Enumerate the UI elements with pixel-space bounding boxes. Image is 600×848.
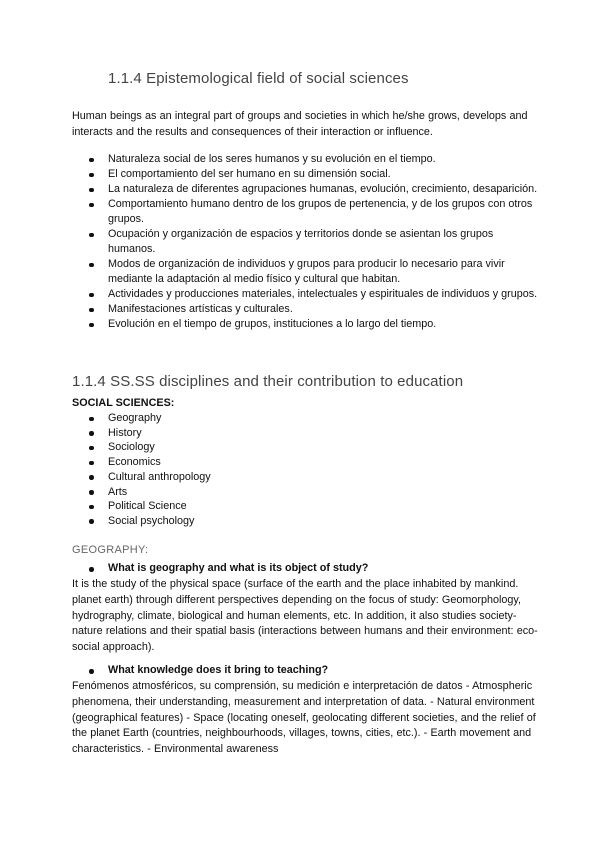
- bullet-icon: [89, 669, 94, 674]
- list-item: Comportamiento humano dentro de los grupos de pertenencia, y de los grupos con otros grupos.: [72, 197, 542, 227]
- list-item: El comportamiento del ser humano en su dimensión social.: [72, 167, 542, 182]
- list-item: Cultural anthropology: [72, 470, 372, 485]
- heading-epistemological-field: 1.1.4 Epistemological field of social sciences: [108, 70, 409, 87]
- list-item: Actividades y producciones materiales, intelectuales y espirituales de individuos y grupos.: [72, 287, 542, 302]
- list-item: Manifestaciones artísticas y culturales.: [72, 302, 542, 317]
- social-sciences-list: [72, 411, 372, 529]
- list-item: Modos de organización de individuos y grupos para producir lo necesario para vivir mediante la adaptación al medio físico y cultural que habitan.: [72, 257, 542, 287]
- social-sciences-title: SOCIAL SCIENCES:: [72, 397, 175, 409]
- bullet-icon: [89, 567, 94, 572]
- question-geography-object: [72, 562, 542, 574]
- list-item: Social psychology: [72, 514, 372, 529]
- list-item: Political Science: [72, 499, 372, 514]
- list-item: Sociology: [72, 440, 372, 455]
- question-text: What knowledge does it bring to teaching?: [108, 664, 329, 676]
- list-item: Ocupación y organización de espacios y territorios donde se asientan los grupos humanos.: [72, 227, 542, 257]
- list-item: History: [72, 426, 372, 441]
- list-item: Naturaleza social de los seres humanos y su evolución en el tiempo.: [72, 152, 542, 167]
- list-item: Economics: [72, 455, 372, 470]
- answer-teaching-knowledge: Fenómenos atmosféricos, su comprensión, su medición e interpretación de datos - Atmospheric phenomena, their understanding, measurement and interpretation of data. - Natural environment (geographical features) - Space (locating oneself, geolocating different societies, and the relief of the planet Earth (countries, neighbourhoods, villages, towns, cities, etc.). - Earth movement and characteristics. - Environmental awareness: [72, 680, 536, 756]
- epistemological-list: [72, 152, 542, 332]
- list-item: Evolución en el tiempo de grupos, instituciones a lo largo del tiempo.: [72, 317, 542, 332]
- geography-title: GEOGRAPHY:: [72, 544, 149, 556]
- question-teaching-knowledge: [72, 664, 542, 676]
- list-item: Geography: [72, 411, 372, 426]
- list-item: Arts: [72, 485, 372, 500]
- heading-disciplines: 1.1.4 SS.SS disciplines and their contribution to education: [72, 373, 464, 390]
- list-item: La naturaleza de diferentes agrupaciones humanas, evolución, crecimiento, desaparición.: [72, 182, 542, 197]
- intro-paragraph: Human beings as an integral part of groups and societies in which he/she grows, develops and interacts and the results and consequences of their interaction or influence.: [72, 110, 528, 138]
- question-text: What is geography and what is its object of study?: [108, 562, 369, 574]
- answer-geography-object: It is the study of the physical space (surface of the earth and the place inhabited by mankind. planet earth) through different perspectives depending on the focus of study: Geomorphology, hydrography, climate, biological and human elements, etc. In addition, it also studies society-nature relations and their spatial basis (interactions between humans and their environment: eco-social approach).: [72, 578, 538, 654]
